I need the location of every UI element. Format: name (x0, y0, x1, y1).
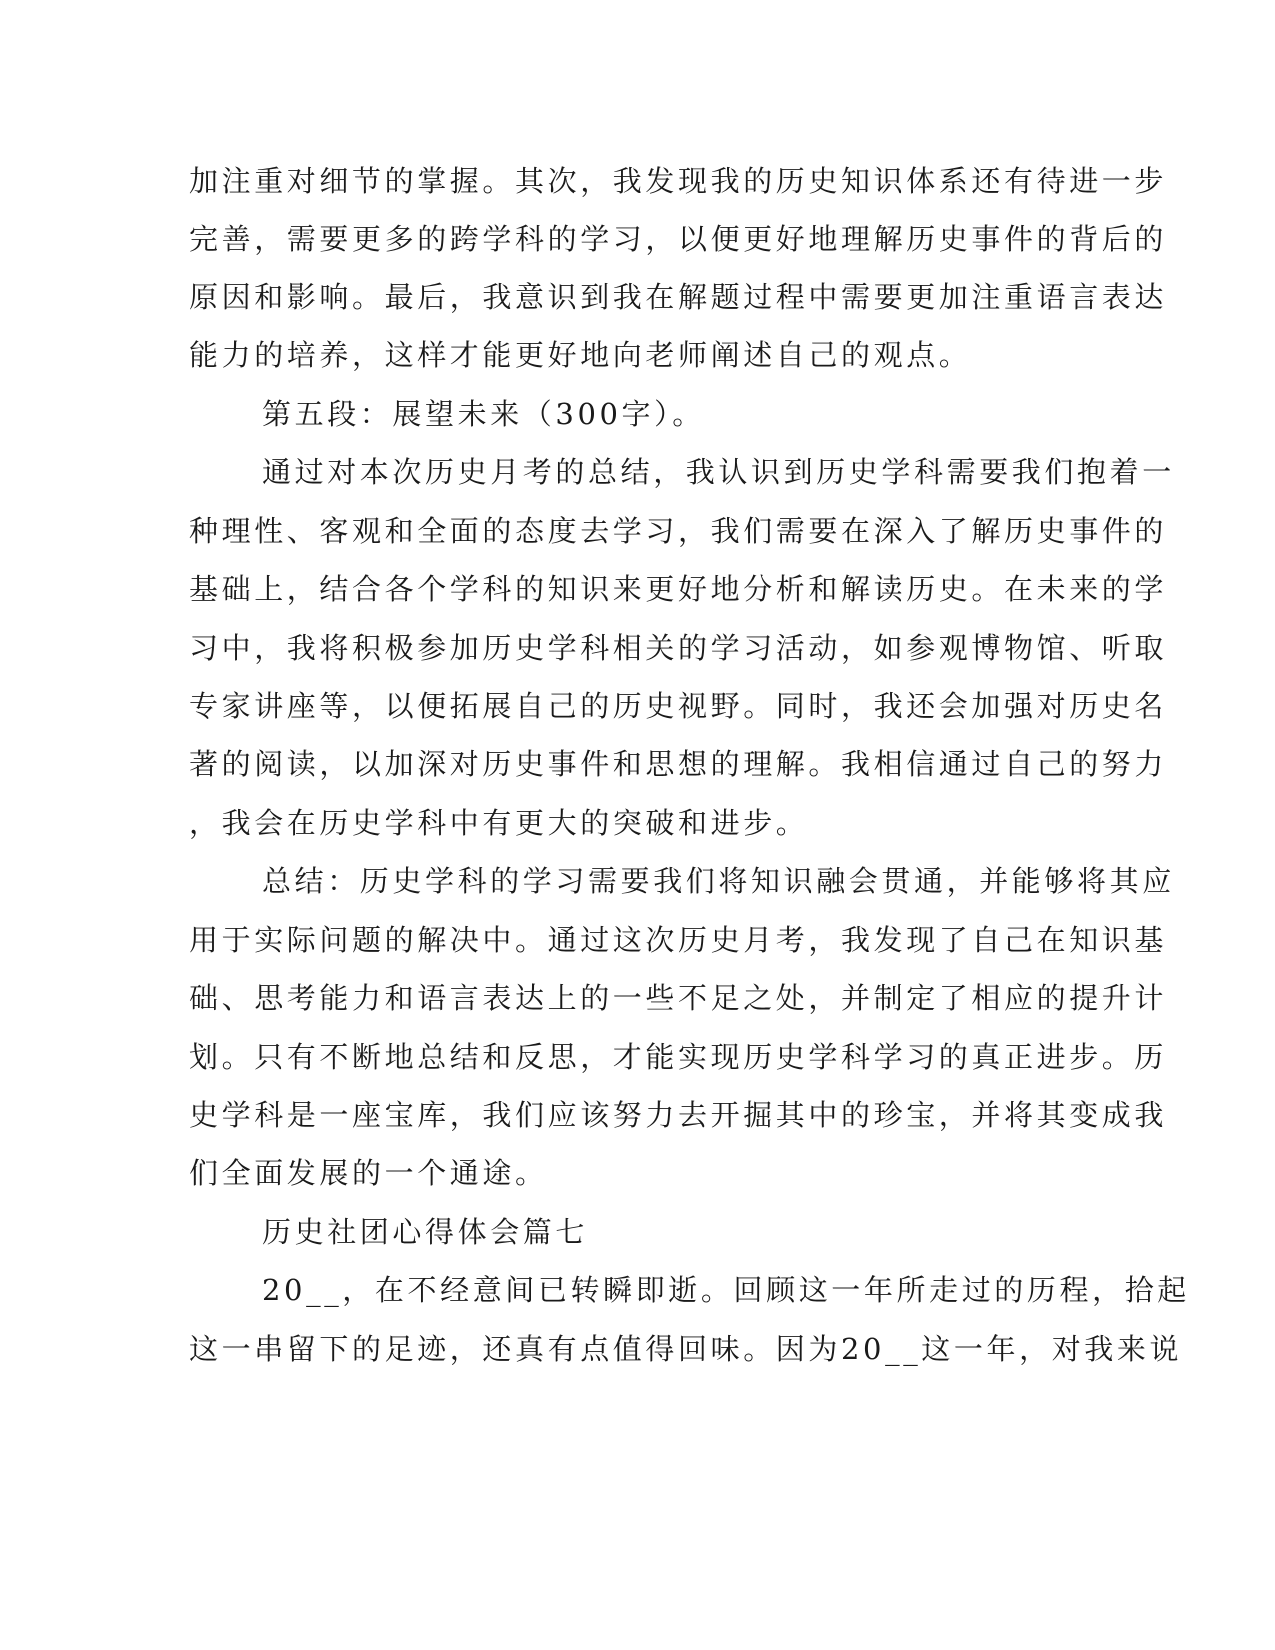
text-line: 著的阅读，以加深对历史事件和思想的理解。我相信通过自己的努力 (189, 747, 1168, 781)
text-line: 完善，需要更多的跨学科的学习，以便更好地理解历史事件的背后的 (189, 222, 1168, 256)
text-line: 础、思考能力和语言表达上的一些不足之处，并制定了相应的提升计 (189, 981, 1168, 1015)
text-line: ，我会在历史学科中有更大的突破和进步。 (189, 806, 809, 840)
text-line: 习中，我将积极参加历史学科相关的学习活动，如参观博物馆、听取 (189, 631, 1168, 665)
text-line: 20__，在不经意间已转瞬即逝。回顾这一年所走过的历程，拾起 (262, 1273, 1190, 1307)
text-line: 原因和影响。最后，我意识到我在解题过程中需要更加注重语言表达 (189, 280, 1168, 314)
section-heading: 第五段：展望未来（300字）。 (262, 397, 705, 431)
section-heading: 历史社团心得体会篇七 (262, 1215, 589, 1249)
text-line: 通过对本次历史月考的总结，我认识到历史学科需要我们抱着一 (262, 455, 1175, 489)
text-line: 种理性、客观和全面的态度去学习，我们需要在深入了解历史事件的 (189, 514, 1168, 548)
text-line: 史学科是一座宝库，我们应该努力去开掘其中的珍宝，并将其变成我 (189, 1098, 1168, 1132)
text-line: 们全面发展的一个通途。 (189, 1156, 548, 1190)
text-line: 用于实际问题的解决中。通过这次历史月考，我发现了自己在知识基 (189, 923, 1168, 957)
text-line: 加注重对细节的掌握。其次，我发现我的历史知识体系还有待进一步 (189, 164, 1168, 198)
text-line: 总结：历史学科的学习需要我们将知识融会贯通，并能够将其应 (262, 864, 1175, 898)
text-line: 能力的培养，这样才能更好地向老师阐述自己的观点。 (189, 338, 972, 372)
text-line: 这一串留下的足迹，还真有点值得回味。因为20__这一年，对我来说 (189, 1332, 1183, 1366)
text-line: 专家讲座等，以便拓展自己的历史视野。同时，我还会加强对历史名 (189, 689, 1168, 723)
text-line: 划。只有不断地总结和反思，才能实现历史学科学习的真正进步。历 (189, 1040, 1168, 1074)
text-line: 基础上，结合各个学科的知识来更好地分析和解读历史。在未来的学 (189, 572, 1168, 606)
